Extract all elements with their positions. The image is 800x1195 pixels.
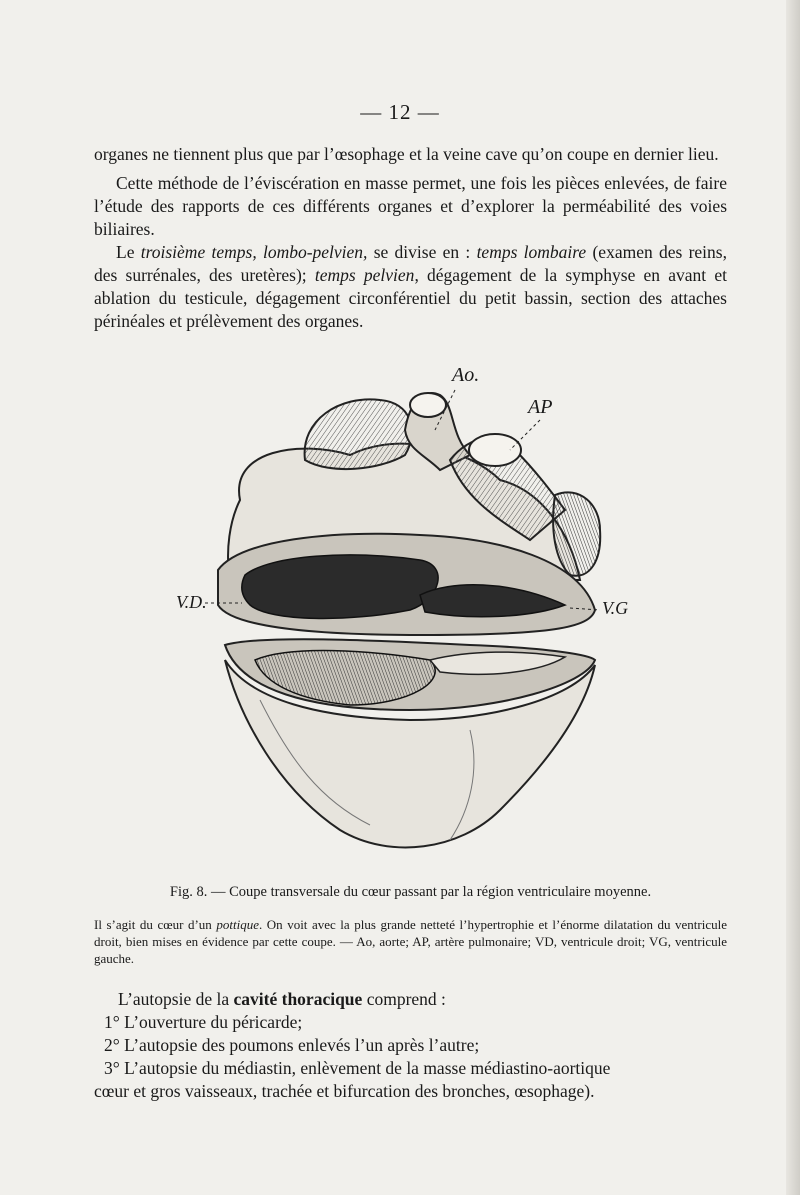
label-vd: V.D. [176,592,207,612]
heart-engraving [170,360,650,880]
paragraph-3: Le troisième temps, lombo-pelvien, se divise en : temps lombaire (examen des reins, des surrénales, des uretères); temps pelvien, dégagement de la symphyse en avant et ablation du testicule, dégagement circonférentiel du petit bassin, section des attaches périnéales et prélèvement des organes. [94,242,727,331]
list-item: 3° L’autopsie du médiastin, enlèvement de la masse médiastino-aortique [104,1058,611,1078]
list-item: 1° L’ouverture du péricarde; [104,1012,303,1032]
page-number: — 12 — [360,100,440,124]
label-vg: V.G [602,598,629,618]
label-ao: Ao. [452,364,480,386]
figure-caption-title: Fig. 8. — Coupe transversale du cœur passant par la région ventriculaire moyenne. [169,884,652,900]
figure-caption-body: Il s’agit du cœur d’un pottique. On voit avec la plus grande netteté l’hypertrophie et l’énorme dilatation du ventricule droit, bien mises en évidence par cette coupe. — Ao, aorte; AP, artère pulmonaire; VD, ventricule droit; VG, ventricule gauche. [94,917,728,966]
body-text [94,143,727,333]
paragraph-1: organes ne tiennent plus que par l’œsophage et la veine cave qu’on coupe en dernier lieu. [94,144,719,164]
thoracic-autopsy-list [94,988,732,1103]
label-ap: AP [528,396,553,418]
list-item-continuation: cœur et gros vaisseaux, trachée et bifurcation des bronches, œsophage). [94,1081,595,1101]
list-item: 2° L’autopsie des poumons enlevés l’un après l’autre; [104,1035,480,1055]
list-intro: L’autopsie de la cavité thoracique comprend : [118,989,446,1009]
heart-cross-section-figure [170,360,650,880]
page-edge [786,0,800,1195]
paragraph-2: Cette méthode de l’éviscération en masse permet, une fois les pièces enlevées, de faire l’étude des rapports de ces différents organes et d’explorer la perméabilité des voies biliaires. [94,173,727,239]
